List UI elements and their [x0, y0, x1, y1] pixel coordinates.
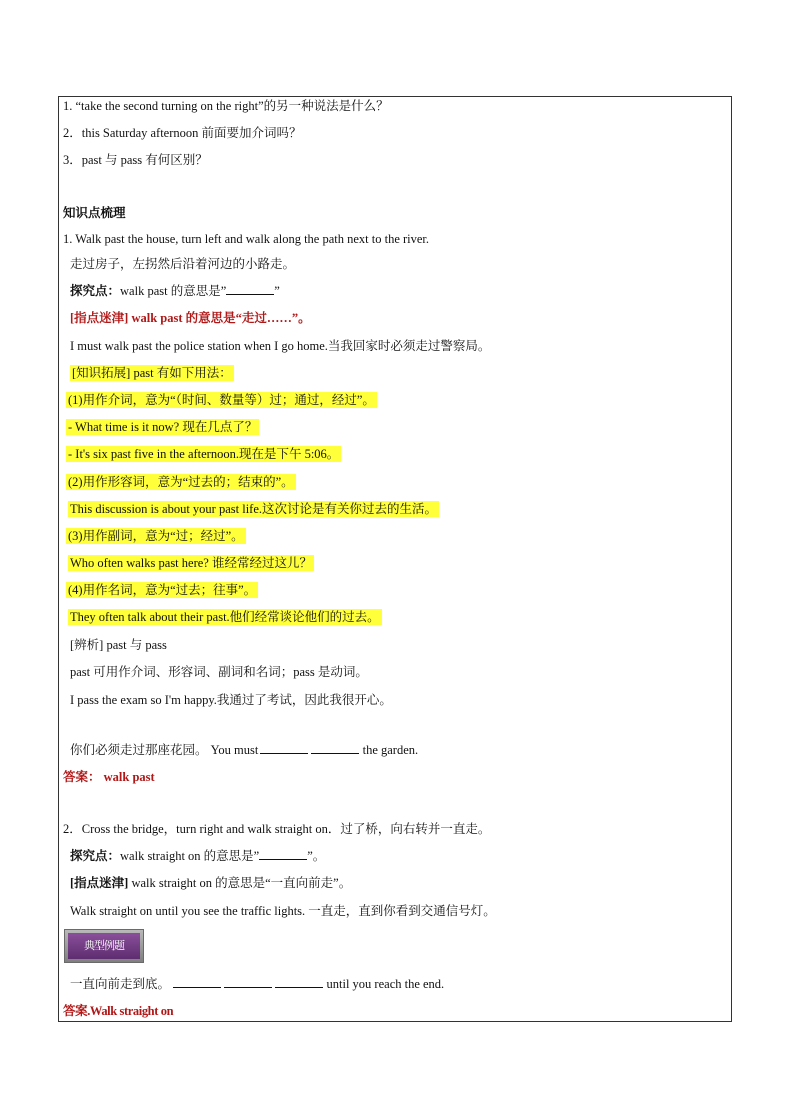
- point2-explore: [70, 846, 325, 866]
- point1-sentence: 1. Walk past the house, turn left and walk along the path next to the river.: [63, 232, 430, 246]
- usage-line: This discussion is about your past life.这次讨论是有关你过去的生活。: [70, 502, 437, 516]
- explore-label: 探究点：: [70, 284, 121, 298]
- question-3: 3．past 与 pass 有何区别？: [63, 153, 208, 167]
- point2-sentence: 2．Cross the bridge，turn right and walk straight on．过了桥，向右转并一直走。: [63, 822, 491, 836]
- answer-blank[interactable]: [173, 975, 221, 988]
- answer-blank[interactable]: [260, 741, 308, 754]
- expand-label: [知识拓展] past 有如下用法：: [72, 366, 232, 380]
- usage-line: (1)用作介词，意为“（时间、数量等）过；通过，经过”。: [68, 393, 375, 407]
- distinguish-label: [辨析] past 与 pass: [70, 638, 167, 652]
- point1-translation: 走过房子，左拐然后沿着河边的小路走。: [70, 257, 296, 271]
- typical-example-badge: 典型例题: [64, 929, 144, 963]
- point2-tip: [70, 873, 351, 893]
- point1-exercise: [70, 740, 418, 760]
- exercise-text: until you reach the end.: [326, 977, 445, 991]
- explore-label: 探究点：: [70, 849, 121, 863]
- answer-blank[interactable]: [275, 975, 323, 988]
- exercise-text: 一直向前走到底。: [70, 977, 171, 991]
- usage-line: - It's six past five in the afternoon.现在是下午 5:06。: [68, 447, 340, 461]
- point2-answer: 答案.Walk straight on: [63, 1004, 174, 1018]
- answer-blank[interactable]: [226, 282, 274, 295]
- explore-text: walk straight on 的意思是”: [120, 849, 260, 863]
- usage-line: (4)用作名词，意为“过去；往事”。: [68, 583, 257, 597]
- section-title: 知识点梳理: [63, 205, 126, 220]
- distinguish-text: past 可用作介词、形容词、副词和名词；pass 是动词。: [70, 665, 368, 679]
- answer-blank[interactable]: [311, 741, 359, 754]
- distinguish-example: I pass the exam so I'm happy.我通过了考试，因此我很开心。: [70, 693, 392, 707]
- exercise-text: 你们必须走过那座花园。 You must: [70, 743, 259, 757]
- question-1: 1. “take the second turning on the right”的另一种说法是什么？: [63, 99, 389, 113]
- usage-line: They often talk about their past.他们经常谈论他们的过去。: [70, 610, 380, 624]
- point2-example: Walk straight on until you see the traffic lights. 一直走，直到你看到交通信号灯。: [70, 904, 496, 918]
- point2-exercise: [70, 974, 444, 994]
- usage-line: (2)用作形容词，意为“过去的；结束的”。: [68, 475, 294, 489]
- usage-line: Who often walks past here? 谁经常经过这儿？: [70, 556, 312, 570]
- usage-line: (3)用作副词，意为“过；经过”。: [68, 529, 244, 543]
- explore-close: ”: [274, 284, 280, 298]
- answer-blank[interactable]: [224, 975, 272, 988]
- point1-answer: 答案： walk past: [63, 770, 155, 784]
- usage-line: - What time is it now? 现在几点了？: [68, 420, 258, 434]
- exercise-text: the garden.: [362, 743, 419, 757]
- point1-tip: [指点迷津] walk past 的意思是“走过……”。: [70, 311, 311, 325]
- answer-blank[interactable]: [259, 847, 307, 860]
- question-2: 2．this Saturday afternoon 前面要加介词吗？: [63, 126, 302, 140]
- explore-close: ”。: [307, 849, 326, 863]
- tip-text: walk straight on 的意思是“一直向前走”。: [128, 876, 352, 890]
- point1-explore: [70, 281, 280, 301]
- point1-example: I must walk past the police station when I go home.当我回家时必须走过警察局。: [70, 339, 491, 353]
- explore-text: walk past 的意思是”: [120, 284, 227, 298]
- tip-label: [指点迷津]: [70, 876, 129, 890]
